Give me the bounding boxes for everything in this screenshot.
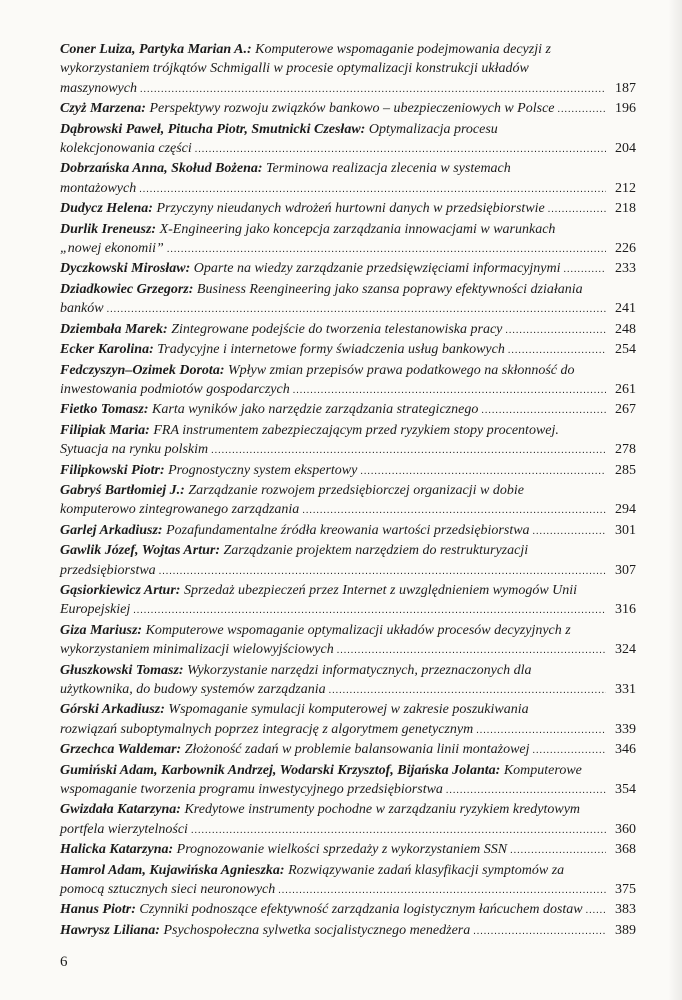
toc-entry-title-text: inwestowania podmiotów gospodarczych	[60, 381, 290, 397]
toc-entry-title-end	[60, 440, 208, 459]
toc-entry-title-text: kolekcjonowania części	[60, 141, 192, 157]
toc-entry-title-line	[60, 541, 636, 560]
toc-entry-title-line	[60, 59, 636, 78]
toc-entry-title-text: Komputerowe	[503, 762, 582, 778]
toc-entry-title-end	[60, 900, 583, 919]
dot-leader	[563, 260, 606, 279]
toc-entry-title-line	[60, 761, 636, 780]
toc-entry-title-text: Komputerowe wspomaganie optymalizacji układów procesów decyzyjnych z	[145, 622, 571, 638]
toc-entry-title-text: Komputerowe wspomaganie podejmowania decyzji z	[255, 42, 551, 57]
toc-entry	[60, 120, 636, 160]
toc-entry-title-text: wspomaganie tworzenia programu inwestycyjnego przedsiębiorstwa	[60, 782, 443, 798]
toc-entry-page: 261	[615, 381, 636, 397]
toc-entry	[60, 421, 636, 461]
dot-leader	[473, 922, 606, 941]
toc-entry-last-line	[60, 680, 636, 700]
toc-entry	[60, 340, 636, 360]
toc-entry-title-text: Kredytowe instrumenty pochodne w zarządzaniu ryzykiem kredytowym	[184, 802, 581, 818]
toc-entry-title-text: Business Reengineering jako szansa poprawy efektywności działania	[196, 281, 583, 297]
toc-entry-page: 294	[615, 502, 636, 518]
toc-entry	[60, 621, 636, 661]
toc-entry-page: 285	[615, 462, 636, 478]
toc-entry-title-end	[60, 820, 188, 839]
toc-entry-title-line	[60, 220, 636, 239]
toc-entry-title-text: Zarządzanie projektem narzędziem do restrukturyzacji	[223, 543, 529, 559]
toc-entry-title-text: Perspektywy rozwoju związków bankowo – ubezpieczeniowych w Polsce	[149, 101, 555, 117]
toc-entry-title-end	[60, 640, 334, 659]
toc-entry-title-text: Czynniki podnoszące efektywność zarządzania logistycznym łańcuchem dostaw	[139, 902, 583, 918]
toc-entry-title-line	[60, 621, 636, 640]
dot-leader	[481, 401, 606, 420]
toc-entry-title-text: X-Engineering jako koncepcja zarządzania innowacjami w warunkach	[159, 221, 556, 237]
toc-entry-title-end	[60, 521, 530, 540]
toc-entry-page: 316	[615, 602, 636, 618]
toc-entry-authors: Ecker Karolina:	[60, 342, 154, 358]
dot-leader	[107, 300, 606, 319]
toc-entry-title-text: banków	[60, 301, 104, 317]
toc-entry-title-text: Prognozowanie wielkości sprzedaży z wykorzystaniem SSN	[176, 842, 508, 858]
toc-entry-authors: Gawlik Józef, Wojtas Artur:	[60, 543, 220, 559]
toc-entry-title-end	[60, 461, 357, 480]
toc-entry-title-text: Tradycyjne i internetowe formy świadczenia usług bankowych	[157, 342, 505, 358]
dot-leader	[586, 901, 606, 920]
toc-entry-last-line	[60, 239, 636, 259]
toc-entry-last-line	[60, 259, 636, 279]
toc-entry	[60, 280, 636, 320]
toc-entry-page: 218	[615, 201, 636, 217]
toc-entry-page: 331	[615, 682, 636, 697]
toc-entry-title-end	[60, 199, 545, 218]
toc-entry-title-line	[60, 120, 636, 139]
toc-entry-authors: Filipkowski Piotr:	[60, 462, 165, 478]
toc-entry-page: 389	[615, 922, 636, 938]
toc-entry-title-end	[60, 720, 473, 739]
toc-entry	[60, 861, 636, 901]
toc-entry-last-line	[60, 79, 636, 99]
toc-entry-title-text: Europejskiej	[60, 602, 131, 618]
toc-entry	[60, 320, 636, 340]
dot-leader	[508, 341, 606, 360]
dot-leader	[476, 721, 606, 740]
toc-entry-title-text: Psychospołeczna sylwetka socjalistycznego menedżera	[163, 922, 471, 938]
toc-entry-title-end	[60, 840, 507, 859]
toc-entry-last-line	[60, 99, 636, 119]
toc-entry-last-line	[60, 461, 636, 481]
toc-entry	[60, 159, 636, 199]
toc-entry-authors: Giza Mariusz:	[60, 622, 143, 638]
toc-entry-title-text: Rozwiązywanie zadań klasyfikacji symptomów za	[288, 862, 565, 878]
toc-entry-title-text: maszynowych	[60, 80, 137, 96]
toc-entry-title-text: rozwiązań suboptymalnych poprzez integrację z algorytmem genetycznym	[60, 721, 474, 737]
toc-entry-title-end	[60, 561, 156, 580]
toc-entry-title-line	[60, 800, 636, 819]
toc-entry-authors: Gwizdała Katarzyna:	[60, 802, 181, 818]
toc-entry-title-line	[60, 159, 636, 178]
toc-entry-last-line	[60, 440, 636, 460]
toc-entry-authors: Dąbrowski Paweł, Pitucha Piotr, Smutnicki Czesław:	[60, 121, 366, 137]
toc-entry-title-line	[60, 700, 636, 719]
toc-entry-last-line	[60, 299, 636, 319]
toc-entry-page: 375	[615, 882, 636, 898]
toc-entry-title-end	[60, 380, 290, 399]
toc-entry-title-end	[60, 680, 326, 699]
dot-leader	[167, 240, 606, 259]
toc-entry-authors: Głuszkowski Tomasz:	[60, 662, 184, 678]
toc-entry-authors: Hawrysz Liliana:	[60, 922, 160, 938]
toc-entry-title-end	[60, 921, 470, 940]
toc-entry-title-text: Wspomaganie symulacji komputerowej w zakresie poszukiwania	[168, 702, 529, 718]
toc-entry-title-end	[60, 740, 530, 759]
toc-entry-page: 360	[615, 821, 636, 837]
toc-entry-title-text: „nowej ekonomii”	[60, 241, 164, 257]
toc-entry-title-end	[60, 79, 137, 98]
toc-entry-title-text: przedsiębiorstwa	[60, 562, 156, 578]
toc-entry-page: 368	[615, 842, 636, 858]
dot-leader	[548, 200, 606, 219]
toc-entry-title-text: Zintegrowane podejście do tworzenia telestanowiska pracy	[171, 321, 503, 337]
toc-entry-title-text: Wpływ zmian przepisów prawa podatkowego na skłonność do	[228, 362, 575, 378]
toc-entry-title-end	[60, 139, 192, 158]
toc-entry-title-text: montażowych	[60, 180, 137, 196]
toc-entry-title-end	[60, 99, 555, 118]
toc-entry	[60, 99, 636, 119]
toc-entry-title-end	[60, 299, 104, 318]
toc-entry-title-line	[60, 581, 636, 600]
toc-entry	[60, 761, 636, 801]
toc-entry-title-text: Sytuacja na rynku polskim	[60, 442, 209, 458]
toc-entry-title-end	[60, 400, 478, 419]
toc-entry-page: 346	[615, 742, 636, 758]
toc-entry	[60, 199, 636, 219]
toc-entry-title-text: Optymalizacja procesu	[368, 121, 498, 137]
toc-entry	[60, 481, 636, 521]
toc-entry-title-line	[60, 280, 636, 299]
toc-entry-title-text: wykorzystaniem minimalizacji wielowyjściowych	[60, 642, 334, 658]
toc-entry-title-end	[60, 780, 443, 799]
toc-entry-page: 196	[615, 101, 636, 117]
toc-entry-title-end	[60, 259, 560, 278]
toc-entry-authors: Czyż Marzena:	[60, 101, 146, 117]
toc-entry-authors: Dziembała Marek:	[60, 321, 168, 337]
dot-leader	[337, 641, 606, 660]
toc-entry-title-end	[60, 880, 275, 899]
toc-entry-last-line	[60, 179, 636, 199]
toc-entry-title-text: Karta wyników jako narzędzie zarządzania strategicznego	[152, 402, 479, 418]
page-number: 6	[60, 954, 68, 970]
toc-entry-page: 241	[615, 301, 636, 317]
toc-entry	[60, 461, 636, 481]
toc-entry-title-end	[60, 239, 164, 258]
toc-entry	[60, 521, 636, 541]
toc-entry	[60, 541, 636, 581]
dot-leader	[533, 522, 606, 541]
toc-entry-last-line	[60, 880, 636, 900]
dot-leader	[159, 562, 606, 581]
toc-entry	[60, 581, 636, 621]
toc-entry-authors: Halicka Katarzyna:	[60, 842, 174, 858]
toc-entry-title-end	[60, 320, 502, 339]
toc-entry-page: 383	[615, 902, 636, 918]
toc-entry-title-line	[60, 40, 636, 59]
dot-leader	[446, 781, 606, 800]
dot-leader	[191, 821, 606, 840]
toc-entry-authors: Gumiński Adam, Karbownik Andrzej, Wodarski Krzysztof, Bijańska Jolanta:	[60, 762, 501, 778]
dot-leader	[133, 601, 606, 620]
toc-entry-title-text: Zarządzanie rozwojem przedsiębiorczej organizacji w dobie	[188, 482, 524, 498]
toc-entry-title-text: Terminowa realizacja zlecenia w systemach	[266, 161, 511, 177]
toc-entry-page: 187	[615, 80, 636, 96]
toc-entry-authors: Górski Arkadiusz:	[60, 702, 165, 718]
toc-entry-title-line	[60, 861, 636, 880]
toc-entry-title-line	[60, 361, 636, 380]
toc-entry-authors: Dyczkowski Mirosław:	[60, 261, 191, 277]
toc-entry-last-line	[60, 640, 636, 660]
toc-entry-title-end	[60, 340, 505, 359]
toc-entry-title-text: użytkownika, do budowy systemów zarządzania	[60, 682, 326, 697]
toc-entry-title-line	[60, 481, 636, 500]
toc-entry-title-text: Oparte na wiedzy zarządzanie przedsięwzięciami informacyjnymi	[193, 261, 561, 277]
toc-entry-authors: Gąsiorkiewicz Artur:	[60, 582, 181, 598]
toc-entry	[60, 40, 636, 99]
toc-entry-title-text: Przyczyny nieudanych wdrożeń hurtowni danych w przedsiębiorstwie	[156, 201, 545, 217]
toc-entry-last-line	[60, 500, 636, 520]
toc-entry-page: 226	[615, 241, 636, 257]
toc-entry-title-text: wykorzystaniem trójkątów Schmigalli w procesie optymalizacji konstrukcji układów	[60, 61, 529, 77]
toc-entry-last-line	[60, 820, 636, 840]
toc-entry-last-line	[60, 561, 636, 581]
dot-leader	[140, 80, 606, 99]
toc-entry	[60, 740, 636, 760]
toc-entry-page: 301	[615, 522, 636, 538]
dot-leader	[360, 462, 606, 481]
toc-entry-title-line	[60, 661, 636, 680]
toc-entry-authors: Dziadkowiec Grzegorz:	[60, 281, 194, 297]
toc-entry-last-line	[60, 921, 636, 941]
page-edge-shadow	[668, 0, 682, 1000]
toc-entry-title-text: FRA instrumentem zabezpieczającym przed ryzykiem stopy procentowej.	[153, 422, 559, 438]
toc-entry-last-line	[60, 521, 636, 541]
toc-entry-last-line	[60, 380, 636, 400]
toc-entry-authors: Hanus Piotr:	[60, 902, 136, 918]
dot-leader	[195, 140, 606, 159]
toc-entry-last-line	[60, 340, 636, 360]
toc-entry-authors: Dobrzańska Anna, Skołud Bożena:	[60, 161, 263, 177]
toc-entry	[60, 400, 636, 420]
toc-entry-title-end	[60, 179, 136, 198]
toc-entry-page: 204	[615, 141, 636, 157]
toc-entry-page: 233	[615, 261, 636, 277]
toc-entry-last-line	[60, 199, 636, 219]
toc-entry-title-text: Pozafundamentalne źródła kreowania wartości przedsiębiorstwa	[166, 522, 530, 538]
dot-leader	[533, 741, 606, 760]
toc-entry-last-line	[60, 740, 636, 760]
toc-entry-authors: Gabryś Bartłomiej J.:	[60, 482, 185, 498]
toc-entry	[60, 661, 636, 701]
toc-entry-title-line	[60, 421, 636, 440]
toc-entry-last-line	[60, 400, 636, 420]
toc-entry-authors: Hamrol Adam, Kujawińska Agnieszka:	[60, 862, 285, 878]
toc-entry-title-text: portfela wierzytelności	[60, 821, 188, 837]
toc-entry	[60, 800, 636, 840]
dot-leader	[510, 841, 606, 860]
toc-entry-page: 354	[615, 782, 636, 798]
toc-entry	[60, 700, 636, 740]
toc-entry-authors: Dudycz Helena:	[60, 201, 153, 217]
toc-entry-authors: Durlik Ireneusz:	[60, 221, 157, 237]
dot-leader	[139, 180, 606, 199]
toc-entry	[60, 921, 636, 941]
toc-entry-title-text: Złożoność zadań w problemie balansowania linii montażowej	[184, 742, 530, 758]
toc-entry-page: 307	[615, 562, 636, 578]
toc-entry-page: 248	[615, 321, 636, 337]
toc-entry-page: 267	[615, 402, 636, 418]
toc-entry-authors: Fedczyszyn–Ozimek Dorota:	[60, 362, 225, 378]
dot-leader	[505, 321, 606, 340]
toc-entry-page: 254	[615, 342, 636, 358]
toc-entry-last-line	[60, 840, 636, 860]
toc-entry-last-line	[60, 720, 636, 740]
toc-entry-page: 339	[615, 721, 636, 737]
toc-entry-title-end	[60, 600, 130, 619]
toc-entry	[60, 220, 636, 260]
dot-leader	[278, 881, 606, 900]
dot-leader	[211, 441, 606, 460]
toc-entry-authors: Fietko Tomasz:	[60, 402, 149, 418]
toc-entry-title-text: Sprzedaż ubezpieczeń przez Internet z uwzględnieniem wymogów Unii	[183, 582, 578, 598]
toc-entry-last-line	[60, 900, 636, 920]
toc-entry-last-line	[60, 780, 636, 800]
toc-entry-page: 278	[615, 442, 636, 458]
toc-entry-authors: Garlej Arkadiusz:	[60, 522, 163, 538]
dot-leader	[302, 501, 606, 520]
toc-entry-title-text: Prognostyczny system ekspertowy	[168, 462, 358, 478]
toc-entry-authors: Coner Luiza, Partyka Marian A.:	[60, 42, 252, 57]
dot-leader	[329, 681, 606, 700]
toc-entry-title-end	[60, 500, 299, 519]
toc-entry	[60, 361, 636, 401]
toc-entry-last-line	[60, 139, 636, 159]
toc-entry	[60, 259, 636, 279]
toc-entry-title-text: komputerowo zintegrowanego zarządzania	[60, 502, 300, 518]
toc-entry-authors: Grzechca Waldemar:	[60, 742, 182, 758]
toc-entry	[60, 900, 636, 920]
toc-entry-authors: Filipiak Maria:	[60, 422, 150, 438]
toc-entry	[60, 840, 636, 860]
dot-leader	[293, 381, 606, 400]
table-of-contents	[60, 40, 636, 941]
toc-entry-page: 324	[615, 642, 636, 658]
toc-entry-last-line	[60, 320, 636, 340]
toc-entry-title-text: Wykorzystanie narzędzi informatycznych, przeznaczonych dla	[187, 662, 532, 678]
dot-leader	[558, 100, 607, 119]
toc-entry-last-line	[60, 600, 636, 620]
toc-entry-page: 212	[615, 180, 636, 196]
toc-entry-title-text: pomocą sztucznych sieci neuronowych	[60, 882, 276, 898]
